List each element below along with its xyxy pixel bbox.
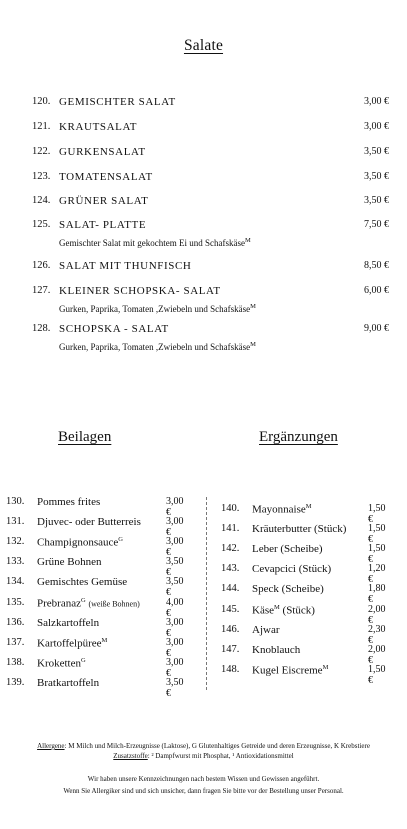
item-number: 138.	[6, 656, 25, 668]
item-price: 7,50 €	[364, 219, 389, 230]
allergen-marker: M	[322, 663, 329, 671]
allergene-label: Allergene	[37, 742, 65, 750]
item-number: 125.	[32, 219, 51, 230]
item-price: 3,00 €	[166, 496, 184, 518]
zusatz-label: Zusatzstoffe	[113, 752, 148, 760]
item-name	[252, 503, 312, 516]
item-name: SALAT MIT THUNFISCH	[59, 260, 192, 272]
item-number: 137.	[6, 636, 25, 648]
item-number: 132.	[6, 536, 25, 548]
allergen-marker: M	[250, 341, 256, 348]
item-price: 6,00 €	[364, 285, 389, 296]
item-number: 146.	[221, 623, 240, 635]
salate-title: Salate	[183, 37, 224, 54]
item-number: 131.	[6, 516, 25, 528]
item-number: 147.	[221, 643, 240, 655]
description-text: Gurken, Paprika, Tomaten ,Zwiebeln und Schafskäse	[59, 304, 251, 314]
zusatz-text: : ² Dampfwurst mit Phosphat, ¹ Antioxidationsmittel	[147, 752, 294, 760]
item-price: 3,50 €	[364, 195, 389, 206]
item-number: 144.	[221, 583, 240, 595]
zusatz-line	[0, 751, 407, 761]
item-number: 148.	[221, 663, 240, 675]
item-name-text: Grüne Bohnen	[37, 556, 102, 569]
column-divider	[206, 497, 207, 690]
allergen-marker: M	[101, 636, 108, 644]
item-name	[252, 523, 346, 535]
allergen-marker: G	[118, 536, 123, 544]
item-number: 143.	[221, 563, 240, 575]
item-name-text: Prebranaz	[37, 597, 81, 610]
item-description	[59, 303, 256, 314]
item-price: 2,00 €	[368, 643, 386, 666]
item-price: 3,00 €	[364, 96, 389, 107]
item-name-text: Pommes frites	[37, 496, 101, 508]
item-price: 3,00 €	[166, 616, 184, 639]
item-name-text: Mayonnaise	[252, 503, 306, 516]
item-price: 3,00 €	[166, 516, 184, 539]
item-name-text: Kräuterbutter (Stück)	[252, 523, 347, 536]
allergene-text: : M Milch und Milch-Erzeugnisse (Laktose), G Glutenhaltiges Getreide und deren Erzeugnisse, K Krebstiere	[64, 742, 370, 750]
item-name	[37, 576, 127, 588]
item-price: 3,00 €	[166, 536, 184, 559]
item-price: 3,50 €	[166, 556, 184, 579]
item-number: 134.	[6, 576, 25, 588]
item-name-text: Gemischtes Gemüse	[37, 576, 128, 589]
footer-note-2: Wenn Sie Allergiker sind und sich unsicher, dann fragen Sie bitte vor der Bestellung unser Personal.	[63, 787, 344, 795]
item-price: 2,30 €	[368, 623, 386, 646]
item-price: 3,50 €	[166, 576, 184, 599]
item-name: SCHOPSKA - SALAT	[59, 323, 169, 335]
item-suffix: (Stück)	[279, 604, 315, 617]
item-name: KLEINER SCHOPSKA- SALAT	[59, 285, 221, 297]
item-number: 133.	[6, 556, 25, 568]
item-price: 1,50 €	[368, 543, 386, 566]
item-name-text: Speck (Scheibe)	[252, 583, 324, 596]
item-name: KRAUTSALAT	[59, 121, 138, 133]
item-number: 124.	[32, 195, 51, 206]
item-number: 135.	[6, 596, 25, 608]
description-text: Gemischter Salat mit gekochtem Ei und Schafskäse	[59, 238, 245, 248]
item-name: GRÜNER SALAT	[59, 195, 149, 207]
item-name	[37, 597, 140, 610]
item-number: 145.	[221, 603, 240, 615]
ergaenzungen-title: Ergänzungen	[259, 429, 338, 445]
item-number: 142.	[221, 543, 240, 555]
item-name	[252, 624, 280, 636]
item-price: 9,00 €	[364, 323, 389, 334]
item-price: 3,50 €	[364, 146, 389, 157]
item-note: (weiße Bohnen)	[88, 599, 140, 609]
item-number: 130.	[6, 496, 25, 507]
description-text: Gurken, Paprika, Tomaten ,Zwiebeln und Schafskäse	[59, 342, 251, 352]
item-number: 121.	[32, 121, 51, 132]
item-number: 122.	[32, 146, 51, 157]
item-name	[37, 496, 100, 508]
item-name	[37, 677, 99, 689]
item-price: 1,80 €	[368, 583, 386, 606]
item-price: 1,50 €	[368, 503, 386, 525]
item-number: 120.	[32, 96, 51, 107]
item-name-text: Bratkartoffeln	[37, 676, 100, 689]
item-name	[252, 664, 328, 677]
item-name-text: Kartoffelpüree	[37, 637, 102, 650]
item-description	[59, 237, 251, 248]
item-name-text: Knoblauch	[252, 643, 301, 656]
item-name: GEMISCHTER SALAT	[59, 96, 176, 108]
item-name: TOMATENSALAT	[59, 171, 153, 183]
allergene-line	[0, 741, 407, 751]
item-number: 128.	[32, 323, 51, 334]
item-name-text: Champignonsauce	[37, 536, 119, 549]
item-description	[59, 341, 256, 352]
item-price: 1,50 €	[368, 523, 386, 546]
item-name	[37, 617, 99, 629]
beilagen-title: Beilagen	[58, 429, 112, 445]
item-price: 1,20 €	[368, 563, 386, 586]
allergen-marker: G	[80, 656, 86, 664]
item-number: 123.	[32, 171, 51, 182]
item-name	[252, 604, 315, 617]
item-name: GURKENSALAT	[59, 146, 146, 158]
item-name-text: Ajwar	[252, 623, 280, 636]
item-price: 4,00 €	[166, 596, 184, 619]
item-price: 3,50 €	[364, 171, 389, 182]
allergen-marker: M	[274, 603, 280, 611]
item-name	[37, 536, 123, 549]
footer-note-1: Wir haben unsere Kennzeichnungen nach bestem Wissen und Gewissen angeführt.	[87, 775, 320, 783]
item-price: 1,50 €	[368, 663, 386, 686]
item-name	[252, 583, 324, 595]
item-number: 136.	[6, 616, 25, 628]
item-name-text: Kroketten	[37, 657, 81, 670]
allergen-marker: M	[244, 237, 251, 244]
item-price: 3,50 €	[166, 676, 184, 699]
item-name-text: Leber (Scheibe)	[252, 543, 323, 556]
item-price: 2,00 €	[368, 603, 386, 626]
item-number: 140.	[221, 503, 240, 514]
item-number: 127.	[32, 285, 51, 296]
item-name-text: Salzkartoffeln	[37, 616, 100, 629]
item-price: 3,00 €	[166, 656, 184, 679]
item-name	[252, 644, 300, 656]
item-name	[252, 563, 331, 575]
item-name: SALAT- PLATTE	[59, 219, 147, 231]
item-number: 141.	[221, 523, 240, 535]
item-name-text: Cevapcici (Stück)	[252, 563, 332, 576]
item-price: 3,00 €	[364, 121, 389, 132]
item-name-text: Djuvec- oder Butterreis	[37, 516, 141, 529]
item-number: 126.	[32, 260, 51, 271]
item-name-text: Kugel Eiscreme	[252, 664, 323, 677]
item-name	[37, 556, 101, 568]
item-name-text: Käse	[252, 604, 274, 617]
item-price: 3,00 €	[166, 636, 184, 659]
item-number: 139.	[6, 676, 25, 688]
item-name	[37, 657, 86, 670]
allergen-marker: G	[80, 596, 86, 604]
item-name	[37, 637, 107, 650]
item-price: 8,50 €	[364, 260, 389, 271]
allergen-marker: M	[250, 303, 256, 310]
allergen-marker: M	[305, 503, 312, 510]
item-name	[252, 543, 323, 555]
item-name	[37, 516, 141, 528]
